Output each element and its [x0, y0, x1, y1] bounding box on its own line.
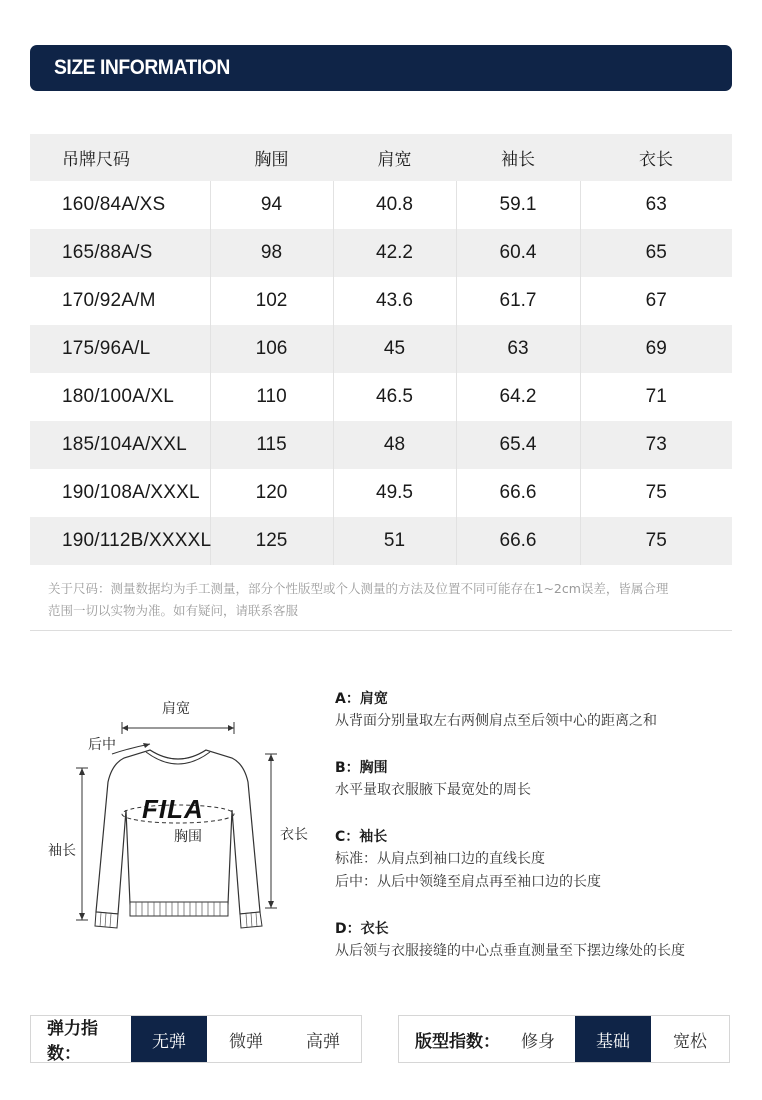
definition-heading: B：胸围	[335, 760, 388, 776]
table-row	[30, 229, 732, 277]
cell-chest: 106	[210, 325, 333, 373]
col-header-sleeve: 袖长	[456, 134, 580, 181]
definition-text: 标准：从肩点到袖口边的直线长度	[335, 851, 545, 867]
cell-sleeve: 66.6	[456, 469, 580, 517]
sweater-diagram	[38, 690, 328, 940]
cell-size: 170/92A/M	[62, 290, 156, 311]
shoulder-label: 肩宽	[162, 701, 190, 717]
sleeve-label: 袖长	[48, 843, 76, 859]
definition-sleeve	[335, 826, 735, 894]
cell-shoulder: 51	[333, 517, 456, 565]
fit-option-regular[interactable]: 基础	[575, 1016, 651, 1062]
cell-length: 75	[580, 517, 732, 565]
cell-length: 75	[580, 469, 732, 517]
elasticity-option-slight[interactable]: 微弹	[229, 1031, 263, 1052]
col-header-length: 衣长	[580, 134, 732, 181]
header-bar	[30, 45, 732, 91]
cell-shoulder: 48	[333, 421, 456, 469]
definition-heading: A：肩宽	[335, 691, 388, 707]
definition-shoulder	[335, 688, 735, 733]
cell-chest: 125	[210, 517, 333, 565]
header-title: SIZE INFORMATION	[54, 56, 230, 79]
size-table	[30, 134, 732, 565]
definition-heading: D：衣长	[335, 921, 389, 937]
definition-text: 水平量取衣服腋下最宽处的周长	[335, 782, 531, 798]
definition-heading: C：袖长	[335, 829, 388, 845]
elasticity-option-none[interactable]: 无弹	[131, 1016, 207, 1062]
cell-shoulder: 46.5	[333, 373, 456, 421]
cell-size: 180/100A/XL	[62, 386, 175, 407]
table-row	[30, 517, 732, 565]
definition-text: 从背面分别量取左右两侧肩点至后领中心的距离之和	[335, 713, 657, 729]
table-row	[30, 421, 732, 469]
definition-text: 后中：从后中领缝至肩点再至袖口边的长度	[335, 874, 601, 890]
cell-shoulder: 43.6	[333, 277, 456, 325]
cell-length: 71	[580, 373, 732, 421]
cell-length: 63	[580, 181, 732, 229]
back-center-label: 后中	[88, 737, 116, 753]
cell-shoulder: 45	[333, 325, 456, 373]
cell-sleeve: 61.7	[456, 277, 580, 325]
definition-text: 从后领与衣服接缝的中心点垂直测量至下摆边缘处的长度	[335, 943, 685, 959]
table-header-row	[30, 134, 732, 181]
measurement-definitions	[335, 688, 735, 987]
cell-size: 185/104A/XXL	[30, 421, 210, 469]
section-divider	[30, 630, 732, 631]
cell-sleeve: 59.1	[456, 181, 580, 229]
cell-size: 190/112B/XXXXL	[30, 517, 210, 565]
length-label: 衣长	[280, 827, 308, 843]
cell-sleeve: 60.4	[456, 229, 580, 277]
col-header-size: 吊牌尺码	[30, 134, 210, 181]
fit-label: 版型指数：	[415, 1031, 500, 1052]
table-row	[30, 469, 732, 517]
note-line: 关于尺码：测量数据均为手工测量，部分个性版型或个人测量的方法及位置不同可能存在1~2cm误差，皆属合理	[48, 581, 669, 596]
definition-chest	[335, 757, 735, 802]
measurement-note	[48, 578, 738, 622]
cell-sleeve: 65.4	[456, 421, 580, 469]
fit-index	[398, 1015, 730, 1063]
cell-length: 65	[580, 229, 732, 277]
elasticity-option-high[interactable]: 高弹	[306, 1031, 340, 1052]
cell-size: 175/96A/L	[30, 325, 210, 373]
elasticity-label: 弹力指数：	[47, 1019, 98, 1064]
table-row	[30, 325, 732, 373]
cell-length: 73	[580, 421, 732, 469]
cell-size: 160/84A/XS	[62, 194, 166, 215]
table-row	[30, 181, 732, 229]
cell-chest: 115	[210, 421, 333, 469]
cell-size: 190/108A/XXXL	[62, 482, 200, 503]
fila-logo: FILA	[142, 794, 204, 824]
elasticity-index	[30, 1015, 362, 1063]
cell-length: 69	[580, 325, 732, 373]
cell-size: 165/88A/S	[30, 229, 210, 277]
cell-sleeve: 64.2	[456, 373, 580, 421]
chest-label: 胸围	[174, 829, 202, 845]
cell-chest: 110	[210, 373, 333, 421]
col-header-chest: 胸围	[210, 134, 333, 181]
cell-shoulder: 40.8	[333, 181, 456, 229]
fit-option-slim[interactable]: 修身	[521, 1031, 555, 1052]
cell-chest: 102	[210, 277, 333, 325]
cell-shoulder: 49.5	[333, 469, 456, 517]
table-row	[30, 277, 732, 325]
definition-length	[335, 918, 735, 963]
table-row	[30, 373, 732, 421]
cell-chest: 120	[210, 469, 333, 517]
cell-chest: 98	[210, 229, 333, 277]
col-header-shoulder: 肩宽	[333, 134, 456, 181]
note-line: 范围一切以实物为准。如有疑问，请联系客服	[48, 603, 299, 618]
cell-length: 67	[580, 277, 732, 325]
cell-chest: 94	[210, 181, 333, 229]
cell-sleeve: 63	[456, 325, 580, 373]
fit-option-loose[interactable]: 宽松	[673, 1031, 707, 1052]
cell-sleeve: 66.6	[456, 517, 580, 565]
cell-shoulder: 42.2	[333, 229, 456, 277]
